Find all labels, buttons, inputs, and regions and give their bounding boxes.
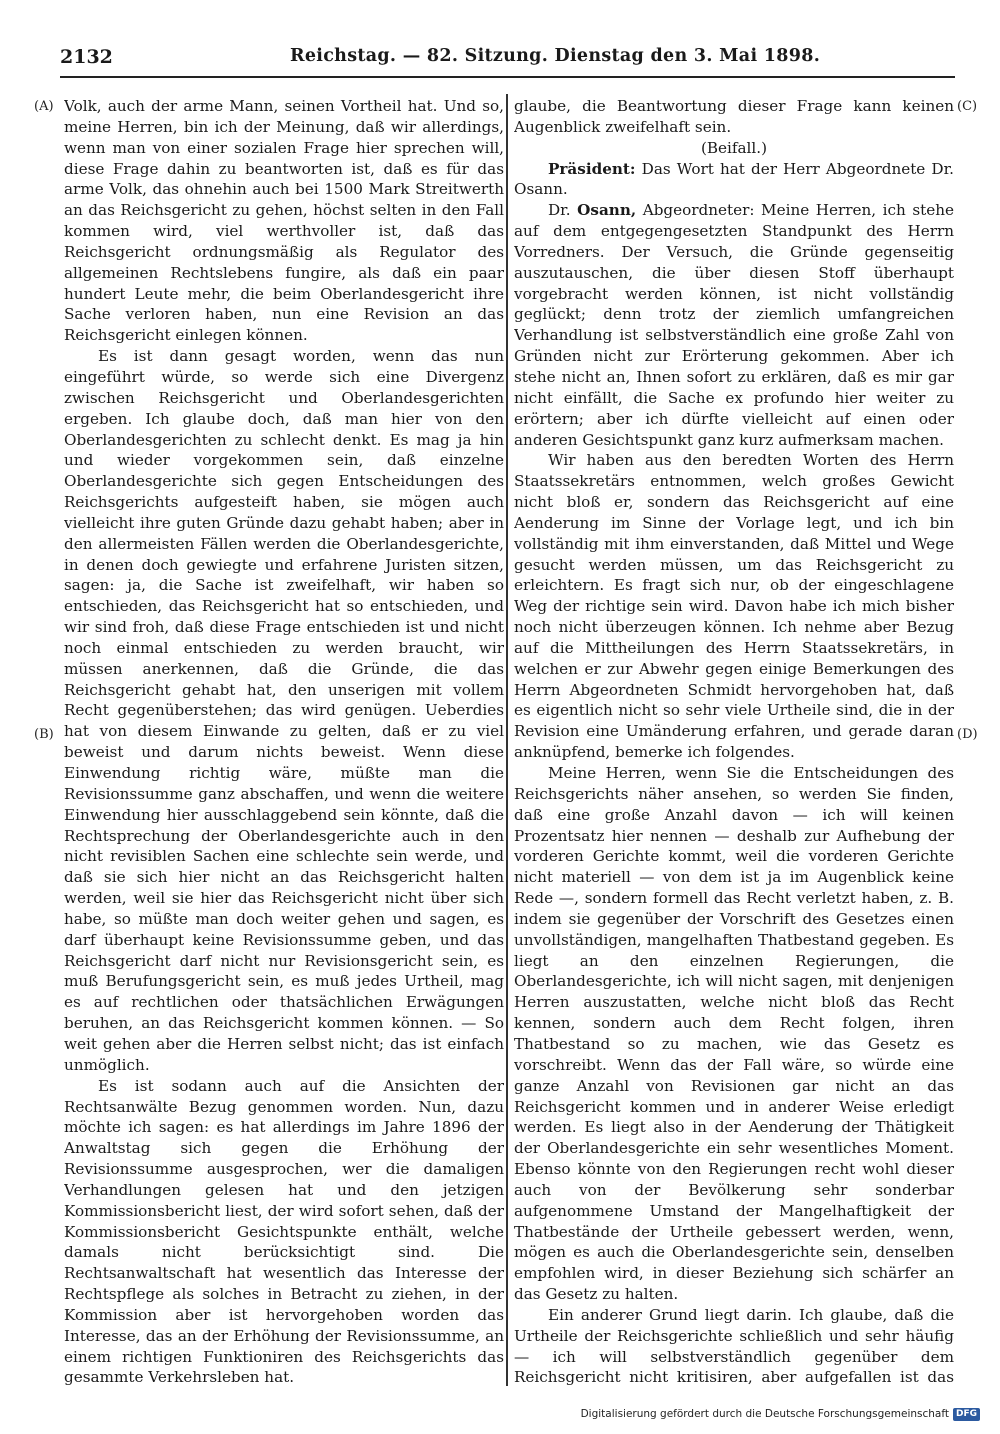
- margin-mark-c: (C): [957, 99, 978, 114]
- page-title: Reichstag. — 82. Sitzung. Dienstag den 3. Mai 1898.: [290, 46, 821, 66]
- margin-mark-b: (B): [34, 727, 54, 742]
- applause-note: (Beifall.): [700, 138, 768, 157]
- paragraph: Meine Herren, wenn Sie die Entscheidungen des Reichsgerichts näher ansehen, so werden Sie finden, daß eine große Anzahl davon — ich will keinen Prozentsatz hier nennen — deshalb zur Aufhebung der vorderen Gerichte kommt, weil die vorderen Gerichte nicht materiell — von dem ist ja im Augenblick keine Rede —, sondern formell das Recht verletzt haben, z. B. indem sie gegenüber der Vorschrift des Gesetzes einen unvollständigen, mangelhaften Thatbestand gegeben. Es liegt an den einzelnen Regierungen, die Oberlandesgerichte, ich will nicht sagen, mit denjenigen Herren auszustatten, welche nicht bloß das Recht kennen, sondern auch dem Recht folgen, ihren Thatbestand so zu machen, wie das Gesetz es vorschreibt. Wenn das der Fall wäre, so würde eine ganze Anzahl von Revisionen gar nicht an das Reichsgericht kommen und in anderer Weise erledigt werden. Es liegt also in der Aenderung der Thätigkeit der Oberlandesgerichte ein sehr wesentliches Moment. Ebenso könnte von den Regierungen recht wohl dieser auch von der Bevölkerung sehr sonderbar aufgenommene Umstand der Mangelhaftigkeit der Thatbestände der Urtheile gebessert werden, wenn, mögen es auch die Oberlandesgerichte sein, denselben empfohlen wird, in dieser Beziehung sich schärfer an das Gesetz zu halten.: [514, 764, 954, 1304]
- right-column: [514, 96, 954, 1386]
- paragraph: Volk, auch der arme Mann, seinen Vortheil hat. Und so, meine Herren, bin ich der Meinung, daß wir allerdings, wenn man von einer sozialen Frage hier sprechen will, diese Frage dahin zu beantworten ist, daß es für das arme Volk, das ohnehin auch bei 1500 Mark Streitwerth an das Reichsgericht zu gehen, höchst selten in den Fall kommen wird, viel werthvoller ist, daß das Reichsgericht ordnungsmäßig als Regulator des allgemeinen Rechtslebens fungire, als daß ein paar hundert Leute mehr, die beim Oberlandesgericht ihre Sache verloren haben, nun eine Revision an das Reichsgericht einlegen können.: [64, 97, 504, 345]
- paragraph: Es ist dann gesagt worden, wenn das nun eingeführt würde, so werde sich eine Divergenz zwischen Reichsgericht und Oberlandesgerichten ergeben. Ich glaube doch, daß man hier von den Oberlandesgerichten zu schlecht denkt. Es mag ja hin und wieder vorgekommen sein, daß einzelne Oberlandesgerichte sich gegen Entscheidungen des Reichsgerichts aufgesteift haben, sie mögen auch vielleicht ihre guten Gründe dazu gehabt haben; aber in den allermeisten Fällen werden die Oberlandesgerichte, in denen doch gewiegte und erfahrene Juristen sitzen, sagen: ja, die Sache ist zweifelhaft, wir haben so entschieden, das Reichsgericht hat so entschieden, und wir sind froh, daß diese Frage entschieden ist und nicht noch einmal entschieden zu werden braucht, wir müssen anerkennen, daß die Gründe, die das Reichsgericht gehabt hat, den unserigen mit vollem Recht gegenüberstehen; das wird genügen. Ueberdies hat von diesem Einwande zu gelten, daß er zu viel beweist und darum nichts beweist. Wenn diese Einwendung richtig wäre, müßte man die Revisionssumme ganz abschaffen, und wenn die weitere Einwendung hier ausschlaggebend sein könnte, daß die Rechtsprechung der Oberlandesgerichte auch in den nicht revisiblen Sachen eine schlechte sein werde, und daß sie sich hier nicht an das Reichsgericht halten werden, weil sie hier das Reichsgericht nicht über sich habe, so müßte man doch weiter gehen und sagen, es darf überhaupt keine Revisionssumme geben, und das Reichsgericht darf nicht nur Revisionsgericht sein, es muß Berufungsgericht sein, es muß jedes Urtheil, mag es auf rechtlichen oder thatsächlichen Erwägungen beruhen, an das Reichsgericht kommen können. — So weit gehen aber die Herren selbst nicht; das ist einfach unmöglich.: [64, 347, 504, 1074]
- speaker-label-president: Präsident:: [548, 159, 636, 178]
- left-column: [64, 96, 504, 1386]
- page-header: [60, 46, 955, 74]
- page-number: 2132: [60, 46, 113, 68]
- paragraph: Ein anderer Grund liegt darin. Ich glaube, daß die Urtheile der Reichsgerichte schließlich und sehr häufig — ich will selbstverständlich gegenüber dem Reichsgericht nicht kritisiren, aber aufgefallen ist das: [514, 1305, 954, 1386]
- osann-paragraph: [514, 200, 954, 450]
- speaker-name-osann: Osann,: [577, 201, 637, 220]
- margin-mark-d: (D): [957, 727, 978, 742]
- speaker-title: Dr.: [548, 201, 571, 220]
- paragraph: Wir haben aus den beredten Worten des Herrn Staatssekretärs entnommen, welch großes Gewicht nicht bloß er, sondern das Reichsgericht auf eine Aenderung im Sinne der Vorlage legt, und ich bin vollständig mit ihm einverstanden, daß Mittel und Wege gesucht werden müssen, um das Reichsgericht zu erleichtern. Es fragt sich nur, ob der eingeschlagene Weg der richtige sein wird. Davon habe ich mich bisher noch nicht überzeugen können. Ich nehme aber Bezug auf die Mittheilungen des Herrn Staatssekretärs, in welchen er zur Abwehr gegen einige Bemerkungen des Herrn Abgeordneten Schmidt hervorgehoben hat, daß es eigentlich nicht so sehr viele Urtheile sind, die in der Revision eine Umänderung erfahren, und gerade daran anknüpfend, bemerke ich folgendes.: [514, 451, 954, 762]
- president-paragraph: [514, 159, 954, 201]
- margin-mark-a: (A): [34, 99, 54, 114]
- paragraph: glaube, die Beantwortung dieser Frage kann keinen Augenblick zweifelhaft sein.: [514, 97, 954, 136]
- header-rule: [60, 76, 955, 78]
- president-text: Das Wort hat der Herr Abgeordnete Dr. Osann.: [514, 159, 954, 199]
- osann-text: Abgeordneter: Meine Herren, ich stehe auf dem entgegengesetzten Standpunkt des Herrn Vorredners. Der Versuch, die Gründe gegenseitig auszutauschen, die über diesen Stoff überhaupt vorgebracht werden können, ist nicht vollständig geglückt; denn trotz der ziemlich umfangreichen Verhandlung ist selbstverständlich eine große Zahl von Gründen nicht zur Erörterung gekommen. Aber ich stehe nicht an, Ihnen sofort zu erklären, daß es mir gar nicht einfällt, die Sache ex profundo hier weiter zu erörtern; aber ich dürfte vielleicht auf einen oder anderen Gesichtspunkt ganz kurz aufmerksam machen.: [514, 201, 954, 449]
- paragraph: Es ist sodann auch auf die Ansichten der Rechtsanwälte Bezug genommen worden. Nun, dazu möchte ich sagen: es hat allerdings im Jahre 1896 der Anwaltstag sich gegen die Erhöhung der Revisionssumme ausgesprochen, wer die damaligen Verhandlungen gelesen hat und den jetzigen Kommissionsbericht liest, der wird sofort sehen, daß der Kommissionsbericht Gesichtspunkte enthält, welche damals nicht berücksichtigt sind. Die Rechtsanwaltschaft hat wesentlich das Interesse der Rechtspflege als solches in Betracht zu ziehen, in der Kommission aber ist hervorgehoben worden das Interesse, das an der Erhöhung der Revisionssumme, an einem richtigen Funktioniren des Reichsgerichts das gesammte Verkehrsleben hat.: [64, 1076, 504, 1386]
- credit-text: Digitalisierung gefördert durch die Deutsche Forschungsgemeinschaft: [580, 1408, 949, 1420]
- column-divider: [506, 94, 508, 1386]
- dfg-logo: DFG: [953, 1408, 980, 1421]
- digitization-credit: [581, 1406, 980, 1422]
